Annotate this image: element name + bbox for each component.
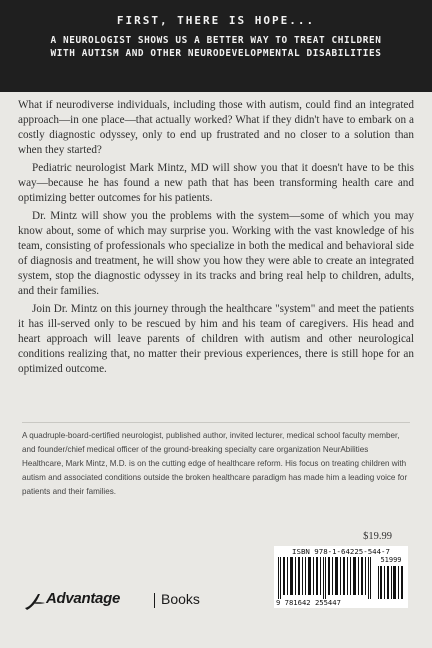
author-bio (22, 429, 410, 499)
publisher-wordmark: Advantage (46, 590, 120, 607)
header-band (0, 0, 432, 92)
paragraph-4: Join Dr. Mintz on this journey through the healthcare "system" and meet the patients it has ill-served only to be rescued by him and his team of caregivers. His head and heart approach will leave parents of children with autism and other neurological conditions realizing that, no matter their previous experiences, there is still hope for an optimized outcome. (18, 303, 414, 375)
divider (22, 422, 410, 423)
description-body (18, 98, 414, 380)
barcode-bars (278, 557, 374, 599)
author-bio-text: A quadruple-board-certified neurologist, published author, invited lecturer, medical school faculty member, and founder/chief medical officer of the ground-breaking specialty care organization NeurAbilities Healthcare, Mark Mintz, M.D. is on the cutting edge of healthcare reform. His focus on treating children with autism and associated conditions outside the broken healthcare paradigm has made him a leading voice for patients and their families. (22, 431, 408, 496)
isbn-label: ISBN 978-1-64225-544-7 (292, 547, 390, 556)
advantage-swoosh-icon (24, 591, 46, 611)
barcode-supplement-number: 51999 (380, 556, 402, 564)
paragraph-3: Dr. Mintz will show you the problems with the system—some of which you may know about, some of which may surprise you. Working with the vast knowledge of his team, consisting of professionals who specialize in both the medical and behavioral side of diagnosis and treatment, he will show you how they were able to create an integrated system, stop the diagnostic odyssey in its tracks and bring real help to children, adults, and their families. (18, 210, 414, 297)
logo-separator (154, 593, 155, 608)
ean-number: 9 781642 255447 (276, 598, 341, 607)
price: $19.99 (363, 531, 392, 542)
header-subtitle-line-2: WITH AUTISM AND OTHER NEURODEVELOPMENTAL DISABILITIES (50, 48, 382, 59)
header-subtitle-line-1: A NEUROLOGIST SHOWS US A BETTER WAY TO TREAT CHILDREN (50, 35, 382, 46)
header-subtitle (0, 34, 432, 60)
paragraph-2: Pediatric neurologist Mark Mintz, MD will show you that it doesn't have to be this way—because he has found a new path that has been transforming health care and optimizing better outcomes for his patients. (18, 162, 414, 204)
barcode (274, 546, 408, 608)
publisher-imprint: Books (161, 591, 200, 607)
barcode-supplement-bars (378, 566, 404, 599)
paragraph-1: What if neurodiverse individuals, including those with autism, could find an integrated approach—in one place—that actually worked? What if they didn't have to embark on a costly diagnostic odyssey, only to end up frustrated and no closer to a solution than when they started? (18, 99, 414, 156)
header-title: FIRST, THERE IS HOPE... (116, 14, 316, 27)
